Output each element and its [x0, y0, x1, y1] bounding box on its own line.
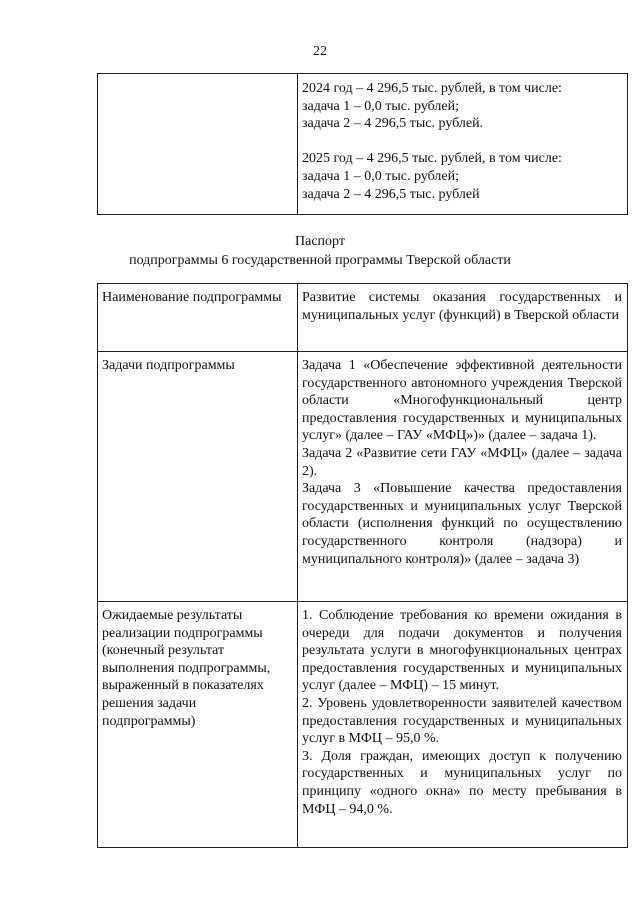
row-label: Ожидаемые результаты реализации подпрограммы (конечный результат выполнения подпрограммы, выраженный в показателях решения задачи подпрограммы): [98, 602, 298, 848]
row-value: [298, 352, 628, 602]
funding-2024-total: 2024 год – 4 296,5 тыс. рублей, в том числе:: [302, 81, 562, 96]
row-label: Задачи подпрограммы: [98, 352, 298, 602]
funding-2024-task2: задача 2 – 4 296,5 тыс. рублей.: [302, 116, 484, 132]
row-value: [298, 602, 628, 848]
passport-row-results: [98, 602, 628, 848]
row-label: Наименование подпрограммы: [98, 284, 298, 352]
result-item: 2. Уровень удовлетворенности заявителей качеством предоставления государственных и муниципальных услуг в МФЦ – 95,0 %.: [302, 695, 622, 747]
funding-spacer: [302, 133, 622, 151]
result-item: 1. Соблюдение требования ко времени ожидания в очереди для подачи документов и получения результата услуги в многофункциональных центрах предоставления государственных и муниципальных услуг (далее – МФЦ) – 15 минут.: [302, 608, 622, 694]
passport-row-name: [98, 284, 628, 352]
funding-table: [97, 73, 628, 215]
funding-2025-total: 2025 год – 4 296,5 тыс. рублей, в том числе:: [302, 151, 562, 167]
funding-row: [98, 74, 628, 215]
result-item: 3. Доля граждан, имеющих доступ к получению государственных и муниципальных услуг по принципу «одного окна» по месту пребывания в МФЦ – 94,0 %.: [302, 748, 622, 817]
funding-2025-task1: задача 1 – 0,0 тыс. рублей;: [302, 168, 460, 184]
task-item: Задача 1 «Обеспечение эффективной деятельности государственного автономного учреждения Тверской области «Многофункциональный центр предоставления государственных и муниципальных услуг» (далее – ГАУ «МФЦ»)» (далее – задача 1).: [302, 358, 622, 444]
funding-value-cell: [298, 74, 628, 215]
passport-table: [97, 283, 628, 848]
passport-subtitle: подпрограммы 6 государственной программы Тверской области: [129, 253, 511, 268]
funding-2024-task1: задача 1 – 0,0 тыс. рублей;: [302, 98, 460, 114]
passport-row-tasks: [98, 352, 628, 602]
funding-label-cell: [98, 74, 298, 215]
row-value: Развитие системы оказания государственных и муниципальных услуг (функций) в Тверской области: [298, 284, 628, 352]
page-number: 22: [313, 44, 327, 59]
passport-title: Паспорт: [295, 234, 345, 249]
funding-2025-task2: задача 2 – 4 296,5 тыс. рублей: [302, 186, 480, 202]
task-item: Задача 2 «Развитие сети ГАУ «МФЦ» (далее – задача 2).: [302, 445, 622, 479]
task-item: Задача 3 «Повышение качества предоставления государственных и муниципальных услуг Тверской области (исполнения функций по осуществлению государственного контроля (надзора) и муниципального контроля)» (далее – задача 3): [302, 481, 622, 567]
